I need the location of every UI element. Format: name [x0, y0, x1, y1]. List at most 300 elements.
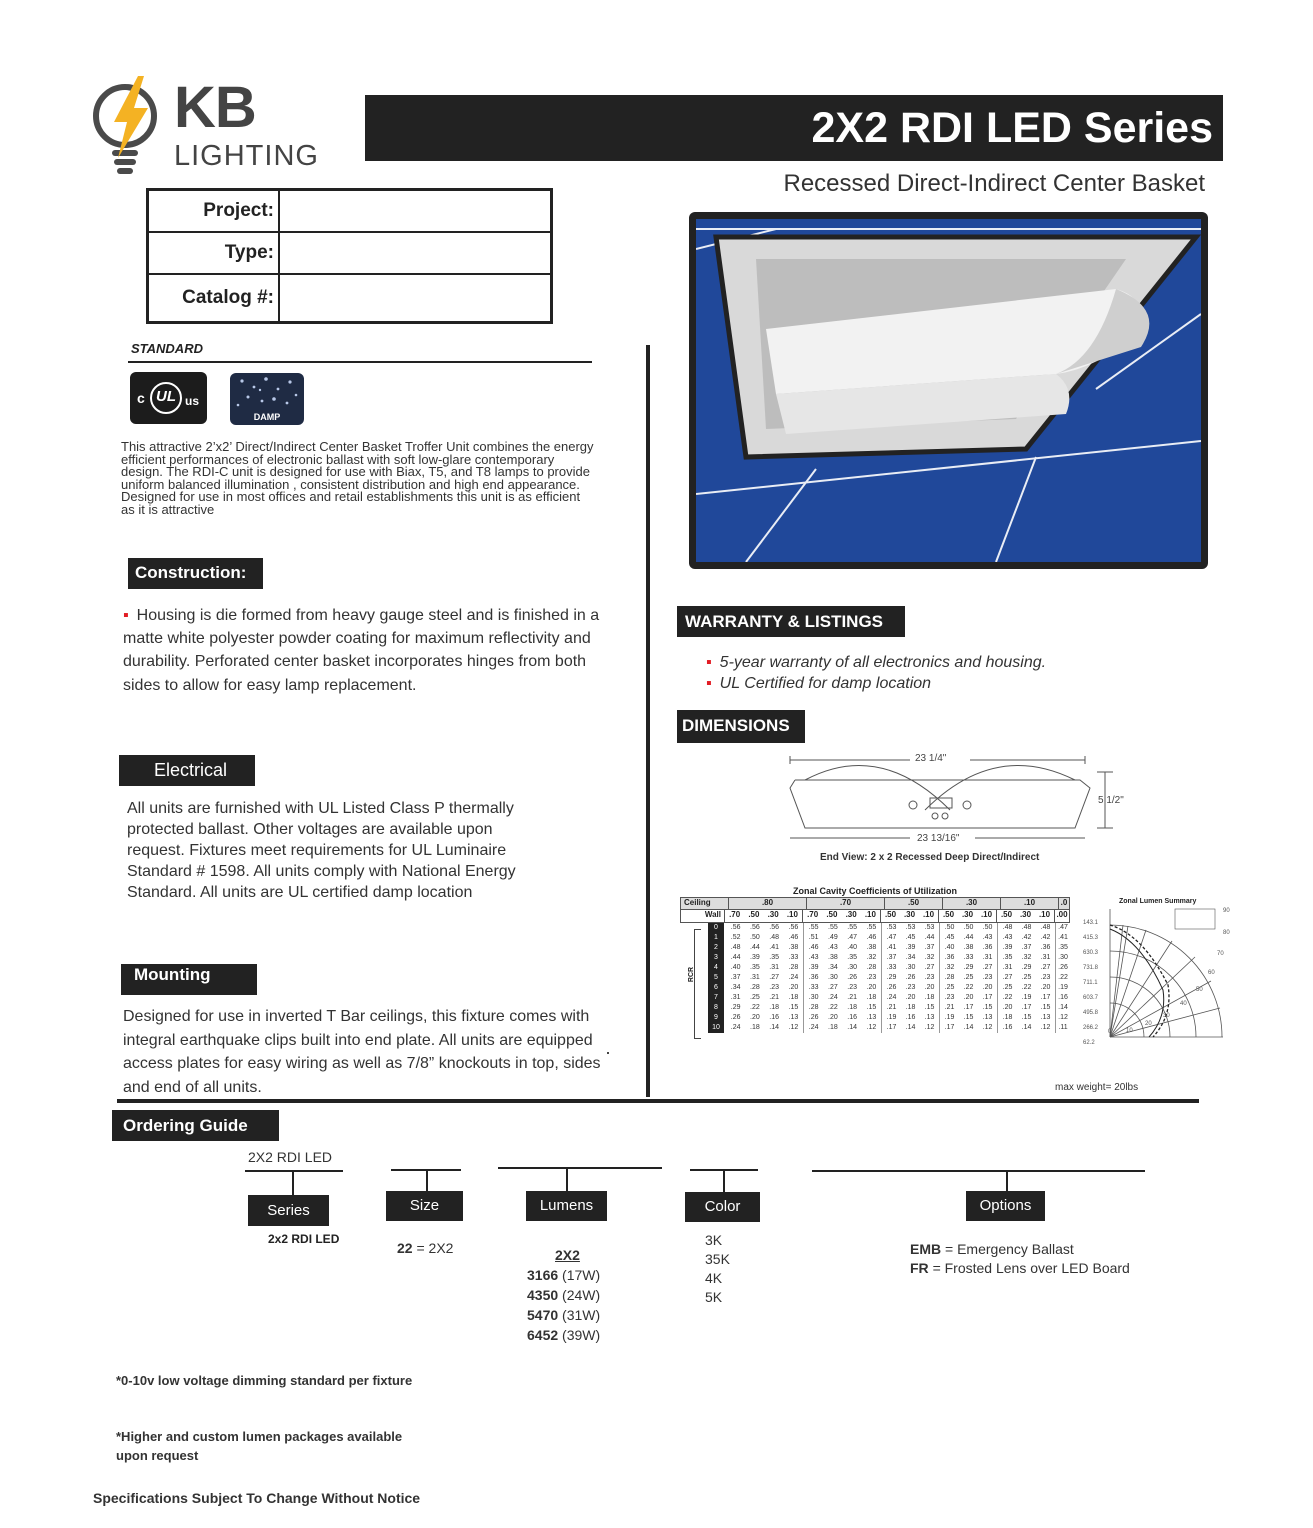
zonal-angle-70: 70: [1217, 951, 1224, 957]
warranty-heading: WARRANTY & LISTINGS: [677, 606, 905, 637]
cu-cell: .17: [963, 1004, 974, 1011]
cu-cell: .31: [750, 974, 760, 981]
cu-cell: .50: [963, 924, 974, 931]
cu-cell: .48: [730, 944, 741, 951]
cu-cell: .43: [828, 944, 838, 951]
lumens-item: [527, 1285, 600, 1305]
options-values: [910, 1240, 1130, 1278]
cu-cell: .40: [730, 964, 741, 971]
cu-cell: .41: [769, 944, 779, 951]
cu-cell: .44: [924, 934, 935, 941]
cu-cell: .39: [905, 944, 916, 951]
cu-row: [708, 973, 1070, 983]
cu-cell: .42: [1021, 934, 1032, 941]
zonal-radial-label: 415.3: [1083, 935, 1099, 941]
cu-cell: .55: [828, 924, 838, 931]
series-label: Series: [248, 1195, 329, 1226]
cu-rows: [708, 923, 1070, 1033]
cu-cell: .24: [828, 994, 838, 1001]
cu-cell: .19: [944, 1014, 955, 1021]
cu-cell: .28: [866, 964, 877, 971]
cu-cell: .50: [982, 924, 993, 931]
cu-wall-value: .50: [942, 910, 955, 919]
cu-cell: .20: [1040, 984, 1051, 991]
zonal-angle-30: 30: [1163, 1013, 1170, 1019]
cu-cell: .18: [847, 1004, 857, 1011]
zonal-title: Zonal Lumen Summary: [1119, 898, 1197, 905]
cu-cell: .40: [944, 944, 955, 951]
cu-cell: .15: [1021, 1014, 1032, 1021]
cu-cell: .39: [1002, 944, 1013, 951]
cu-cell: .33: [886, 964, 897, 971]
stray-dot: [607, 1052, 609, 1054]
warranty-item-2: ▪ UL Certified for damp location: [706, 675, 931, 693]
cu-row: [708, 943, 1070, 953]
cu-rcr-label: RCR: [688, 966, 696, 983]
cu-cell: .14: [1021, 1024, 1032, 1031]
cu-cell: .29: [1021, 964, 1032, 971]
catalog-field[interactable]: [279, 274, 552, 323]
cu-cell: .37: [924, 944, 935, 951]
series-stem: [292, 1170, 294, 1195]
ul-c: c: [137, 390, 145, 406]
cu-cell: .19: [886, 1014, 897, 1021]
cu-cell: .22: [1021, 984, 1032, 991]
cu-cell: .23: [847, 984, 857, 991]
cu-cell: .38: [828, 954, 838, 961]
cu-ceil-70: .70: [807, 898, 885, 909]
cu-row: [708, 983, 1070, 993]
lumens-code: 5470: [527, 1307, 559, 1323]
cu-row: [708, 923, 1070, 933]
cu-cell: .26: [730, 1014, 741, 1021]
section-rule: [117, 1099, 1199, 1103]
cu-cell: .16: [847, 1014, 857, 1021]
cu-wall-value: .10: [786, 910, 798, 919]
color-label: Color: [685, 1192, 760, 1222]
cu-cell: .12: [1040, 1024, 1051, 1031]
zonal-radial-label: 143.1: [1083, 920, 1099, 926]
cu-ceiling-row: [680, 897, 1070, 910]
cu-cell: .20: [963, 994, 974, 1001]
cu-cell: .48: [1002, 924, 1013, 931]
size-desc: = 2X2: [416, 1240, 454, 1256]
cu-cell: .21: [944, 1004, 955, 1011]
cu-wall-value: .30: [1019, 910, 1032, 919]
cu-cell: .31: [1002, 964, 1013, 971]
series-value: 2x2 RDI LED: [268, 1232, 340, 1246]
cu-cell: .55: [808, 924, 819, 931]
ul-us: us: [185, 394, 200, 408]
color-item: 3K: [705, 1232, 723, 1248]
cu-cell: .22: [1002, 994, 1013, 1001]
option-desc: = Frosted Lens over LED Board: [932, 1260, 1130, 1276]
lumens-label: Lumens: [526, 1191, 607, 1221]
cu-cell: .53: [924, 924, 935, 931]
lumens-item: [527, 1265, 600, 1285]
cu-cell: .23: [944, 994, 955, 1001]
cu-cell: .37: [1021, 944, 1032, 951]
cu-cell: .18: [924, 994, 935, 1001]
cu-cell: .45: [905, 934, 916, 941]
zonal-radial-label: 711.1: [1083, 980, 1098, 986]
cu-cell: .20: [828, 1014, 838, 1021]
lumens-watt: (31W): [562, 1307, 601, 1323]
zonal-angle-20: 20: [1145, 1021, 1152, 1027]
cu-wall-value: .10: [922, 910, 935, 919]
zonal-angle-60: 60: [1208, 970, 1215, 976]
cu-cell: .32: [944, 964, 955, 971]
cu-cell: .32: [866, 954, 877, 961]
cu-cell: .28: [750, 984, 760, 991]
cu-row: [708, 1003, 1070, 1013]
max-weight: max weight= 20lbs: [1055, 1082, 1139, 1093]
cu-cell: .16: [905, 1014, 916, 1021]
zonal-angle-0: 0: [1108, 1029, 1112, 1035]
cu-cell: .22: [1058, 974, 1068, 981]
cu-cell: .39: [808, 964, 819, 971]
type-field[interactable]: [279, 232, 552, 274]
standard-rule: [128, 361, 592, 363]
cu-cell: .25: [944, 984, 955, 991]
lumens-watt: (39W): [562, 1327, 601, 1343]
cu-cell: .25: [963, 974, 974, 981]
cu-wall-value: .10: [980, 910, 993, 919]
ordering-prefix: 2X2 RDI LED: [248, 1149, 333, 1165]
rain-drops-icon: [230, 373, 304, 413]
page-title: 2X2 RDI LED Series: [811, 104, 1213, 152]
cu-cell: .28: [788, 964, 799, 971]
cu-ceil-0: .0: [1060, 898, 1068, 907]
lumens-group: 2X2: [555, 1247, 580, 1263]
size-code: 22: [397, 1240, 413, 1256]
cu-cell: .20: [1002, 1004, 1013, 1011]
cu-wall-value: .70: [729, 910, 741, 919]
zonal-radial-label: 731.8: [1083, 965, 1099, 971]
cu-cell: .56: [788, 924, 799, 931]
type-label: Type:: [148, 232, 280, 274]
dimension-drawing: [785, 750, 1125, 866]
cu-rcr-value: 8: [708, 1003, 724, 1013]
lumens-item: [527, 1305, 600, 1325]
cu-cell: .24: [730, 1024, 741, 1031]
cu-cell: .36: [982, 944, 993, 951]
damp-badge: [230, 373, 304, 425]
cu-cell: .20: [866, 984, 877, 991]
cu-cell: .17: [944, 1024, 955, 1031]
cu-cell: .31: [982, 954, 993, 961]
cu-cell: .29: [886, 974, 897, 981]
troffer-photo: [696, 219, 1201, 562]
construction-heading: Construction:: [128, 558, 263, 589]
cu-cell: .26: [808, 1014, 819, 1021]
cu-cell: .27: [1040, 964, 1051, 971]
cu-cell: .48: [1040, 924, 1051, 931]
dimensions-heading: DIMENSIONS: [677, 710, 805, 743]
cu-rcr-value: 9: [708, 1013, 724, 1023]
cu-cell: .29: [963, 964, 974, 971]
cu-wall-value: .10: [1038, 910, 1051, 919]
zonal-radial-label: 603.7: [1083, 995, 1099, 1001]
dim-width-top: 23 1/4": [915, 753, 947, 764]
cu-wall-value: .70: [807, 910, 819, 919]
cu-table: [680, 897, 1070, 1033]
cu-cell: .35: [750, 964, 760, 971]
cu-cell: .55: [847, 924, 857, 931]
cu-cell: .38: [963, 944, 974, 951]
cu-cell: .30: [828, 974, 838, 981]
zonal-radial-label: 266.2: [1083, 1025, 1099, 1031]
cu-cell: .14: [905, 1024, 916, 1031]
zonal-angle-90: 90: [1223, 908, 1230, 914]
cu-cell: .12: [982, 1024, 993, 1031]
title-bar: [365, 95, 1223, 161]
cu-cell: .15: [963, 1014, 974, 1021]
cu-cell: .22: [828, 1004, 838, 1011]
option-item: [910, 1240, 1130, 1259]
cu-cell: .48: [769, 934, 779, 941]
cu-cell: .39: [750, 954, 760, 961]
cu-cell: .15: [924, 1004, 935, 1011]
cu-cell: .47: [886, 934, 897, 941]
cu-cell: .50: [944, 924, 955, 931]
product-image: [689, 212, 1208, 569]
cu-cell: .52: [730, 934, 741, 941]
cu-cell: .23: [769, 984, 779, 991]
cu-ceil-50: .50: [885, 898, 943, 909]
cu-cell: .18: [1002, 1014, 1013, 1021]
cu-cell: .17: [982, 994, 993, 1001]
cu-cell: .35: [769, 954, 779, 961]
cu-cell: .40: [847, 944, 857, 951]
size-stem: [426, 1169, 428, 1192]
cu-cell: .15: [1040, 1004, 1051, 1011]
cu-cell: .37: [886, 954, 897, 961]
lightbulb-bolt-icon: [92, 74, 162, 182]
color-stem: [723, 1169, 725, 1193]
cu-cell: .33: [963, 954, 974, 961]
cu-cell: .21: [847, 994, 857, 1001]
cu-cell: .38: [788, 944, 799, 951]
cu-cell: .20: [750, 1014, 760, 1021]
cu-cell: .36: [808, 974, 819, 981]
cu-cell: .34: [730, 984, 741, 991]
cu-cell: .25: [750, 994, 760, 1001]
page-subtitle: Recessed Direct-Indirect Center Basket: [783, 170, 1205, 197]
cu-cell: .18: [788, 994, 799, 1001]
project-field[interactable]: [279, 190, 552, 233]
cu-cell: .12: [866, 1024, 877, 1031]
cu-wall-value: .50: [748, 910, 760, 919]
lumens-values: [527, 1245, 600, 1345]
size-value: [397, 1240, 453, 1256]
cu-cell: .44: [730, 954, 741, 961]
cu-cell: .27: [924, 964, 935, 971]
cu-rcr-value: 5: [708, 973, 724, 983]
cu-cell: .23: [1040, 974, 1051, 981]
project-label: Project:: [148, 190, 280, 233]
cu-cell: .18: [905, 1004, 916, 1011]
cu-cell: .20: [905, 994, 916, 1001]
cu-cell: .26: [886, 984, 897, 991]
cu-wall-value: .10: [864, 910, 876, 919]
cu-cell: .35: [847, 954, 857, 961]
cu-cell: .15: [788, 1004, 799, 1011]
cu-cell: .20: [982, 984, 993, 991]
project-table: [146, 188, 553, 324]
ul-mark: UL: [156, 388, 176, 405]
cu-cell: .22: [963, 984, 974, 991]
cu-wall-value: .00: [1056, 910, 1068, 919]
cu-rcr-value: 10: [708, 1023, 724, 1033]
cu-cell: .50: [750, 934, 760, 941]
lumens-line: [498, 1167, 662, 1169]
cu-cell: .15: [866, 1004, 877, 1011]
cu-rcr-value: 3: [708, 953, 724, 963]
cu-cell: .56: [769, 924, 779, 931]
cu-wall-value: .50: [826, 910, 838, 919]
cu-cell: .31: [769, 964, 779, 971]
cu-cell: .36: [944, 954, 955, 961]
cu-cell: .18: [866, 994, 877, 1001]
dim-width-bottom: 23 13/16": [917, 833, 960, 844]
cu-wall-value: .30: [903, 910, 916, 919]
cu-cell: .38: [866, 944, 877, 951]
cu-cell: .19: [1021, 994, 1032, 1001]
cu-cell: .26: [1058, 964, 1068, 971]
electrical-text: All units are furnished with UL Listed Class P thermally protected ballast. Other voltages are available upon request. Fixtures meet requirements for UL Luminaire Standard # 1598. All units comply with National Energy Standard. All units are UL certified damp location: [127, 800, 516, 901]
cu-cell: .23: [924, 974, 935, 981]
lumens-watt: (24W): [562, 1287, 601, 1303]
cu-cell: .25: [1021, 974, 1032, 981]
catalog-label: Catalog #:: [148, 274, 280, 323]
cu-cell: .30: [847, 964, 857, 971]
options-stem: [1006, 1170, 1008, 1192]
cu-cell: .15: [982, 1004, 993, 1011]
mounting-text: Designed for use in inverted T Bar ceilings, this fixture comes with integral earthquake clips built into end plate. All units are equipped access plates for easy wiring as well as 7/8” knockouts in top, sides and end of all units.: [123, 1008, 601, 1096]
cu-cell: .22: [750, 1004, 760, 1011]
cu-cell: .14: [847, 1024, 857, 1031]
cu-ceil-30: .30: [943, 898, 1001, 909]
zonal-radial-label: 495.8: [1083, 1010, 1099, 1016]
cu-rcr-value: 0: [708, 923, 724, 933]
column-divider: [646, 345, 650, 1097]
mounting-heading: Mounting: [121, 964, 257, 995]
cu-cell: .28: [808, 1004, 819, 1011]
cu-cell: .32: [924, 954, 935, 961]
cu-cell: .27: [769, 974, 779, 981]
cu-cell: .26: [905, 974, 916, 981]
cu-cell: .11: [1058, 1024, 1068, 1031]
cu-cell: .49: [828, 934, 838, 941]
cu-cell: .13: [788, 1014, 799, 1021]
brand-lighting: LIGHTING: [174, 140, 319, 172]
cu-cell: .51: [808, 934, 819, 941]
lumens-code: 3166: [527, 1267, 559, 1283]
cu-cell: .20: [788, 984, 799, 991]
zonal-angle-40: 40: [1180, 1001, 1187, 1007]
brand-kb: KB: [174, 75, 256, 140]
ordering-heading: Ordering Guide: [112, 1110, 279, 1141]
cu-cell: .56: [730, 924, 741, 931]
cu-wall-value: .30: [845, 910, 857, 919]
cu-cell: .42: [1040, 934, 1051, 941]
cu-cell: .30: [905, 964, 916, 971]
cu-cell: .12: [924, 1024, 935, 1031]
cu-cell: .20: [924, 984, 935, 991]
cu-cell: .12: [1058, 1014, 1068, 1021]
cu-cell: .34: [828, 964, 838, 971]
series-line: [245, 1170, 343, 1172]
cu-cell: .13: [866, 1014, 877, 1021]
dim-height: 5 1/2": [1098, 795, 1124, 806]
color-item: 35K: [705, 1251, 730, 1267]
cu-cell: .36: [1040, 944, 1051, 951]
cu-table-title: Zonal Cavity Coefficients of Utilization: [792, 886, 957, 896]
lumens-item: [527, 1325, 600, 1345]
color-values: [705, 1231, 730, 1307]
cu-cell: .33: [788, 954, 799, 961]
cu-wall-row: [680, 910, 1070, 923]
warranty-item-1: ▪ 5-year warranty of all electronics and housing.: [706, 654, 1046, 672]
damp-text: DAMP: [253, 412, 281, 422]
cu-cell: .41: [1058, 934, 1068, 941]
cu-cell: .45: [944, 934, 955, 941]
cu-row: [708, 953, 1070, 963]
cu-cell: .53: [905, 924, 916, 931]
color-item: 4K: [705, 1270, 723, 1286]
cu-cell: .28: [944, 974, 955, 981]
cu-cell: .31: [730, 994, 741, 1001]
cu-cell: .16: [1002, 1024, 1013, 1031]
cu-row: [708, 1023, 1070, 1033]
cu-row: [708, 993, 1070, 1003]
construction-text: ▪ Housing is die formed from heavy gauge steel and is finished in a matte white polyester powder coating for maximum reflectivity and durability. Perforated center basket incorporates hinges from both sides to allow for easy lamp replacement.: [123, 604, 601, 697]
electrical-heading: Electrical: [119, 755, 255, 786]
cu-wall-label: Wall: [681, 910, 725, 922]
cu-wall-value: .30: [767, 910, 779, 919]
cu-cell: .24: [808, 1024, 819, 1031]
option-desc: = Emergency Ballast: [945, 1241, 1074, 1257]
note-lumens: *Higher and custom lumen packages available upon request: [116, 1429, 403, 1463]
zonal-radial-label: 630.3: [1083, 950, 1099, 956]
note-dimming: *0-10v low voltage dimming standard per fixture: [116, 1373, 413, 1388]
cu-cell: .25: [1002, 984, 1013, 991]
cu-cell: .18: [769, 1004, 779, 1011]
description: This attractive 2’x2’ Direct/Indirect Center Basket Troffer Unit combines the energy efficient performances of electronic ballast with soft low-glare contemporary design. The RDI-C unit is designed for use with Biax, T5, and T8 lamps to provide uniform balanced illumination , consistent distribution and high end appearance. Designed for use in most offices and retail establishments this unit is as efficient as it is attractive: [121, 439, 594, 517]
cu-cell: .43: [982, 934, 993, 941]
cu-cell: .32: [1021, 954, 1032, 961]
cu-cell: .35: [1002, 954, 1013, 961]
cu-cell: .17: [1021, 1004, 1032, 1011]
cu-cell: .47: [1058, 924, 1068, 931]
cu-cell: .18: [828, 1024, 838, 1031]
cu-rcr-value: 7: [708, 993, 724, 1003]
cu-cell: .18: [750, 1024, 760, 1031]
cu-rcr-value: 6: [708, 983, 724, 993]
zonal-radial-labels: [1083, 916, 1107, 1051]
cu-cell: .48: [1021, 924, 1032, 931]
cu-cell: .21: [769, 994, 779, 1001]
cu-cell: .33: [808, 984, 819, 991]
lumens-code: 4350: [527, 1287, 559, 1303]
cu-cell: .19: [1058, 984, 1068, 991]
cu-cell: .14: [963, 1024, 974, 1031]
cu-row: [708, 933, 1070, 943]
cu-cell: .13: [924, 1014, 935, 1021]
lumens-watt: (17W): [562, 1267, 601, 1283]
size-label: Size: [386, 1191, 463, 1221]
